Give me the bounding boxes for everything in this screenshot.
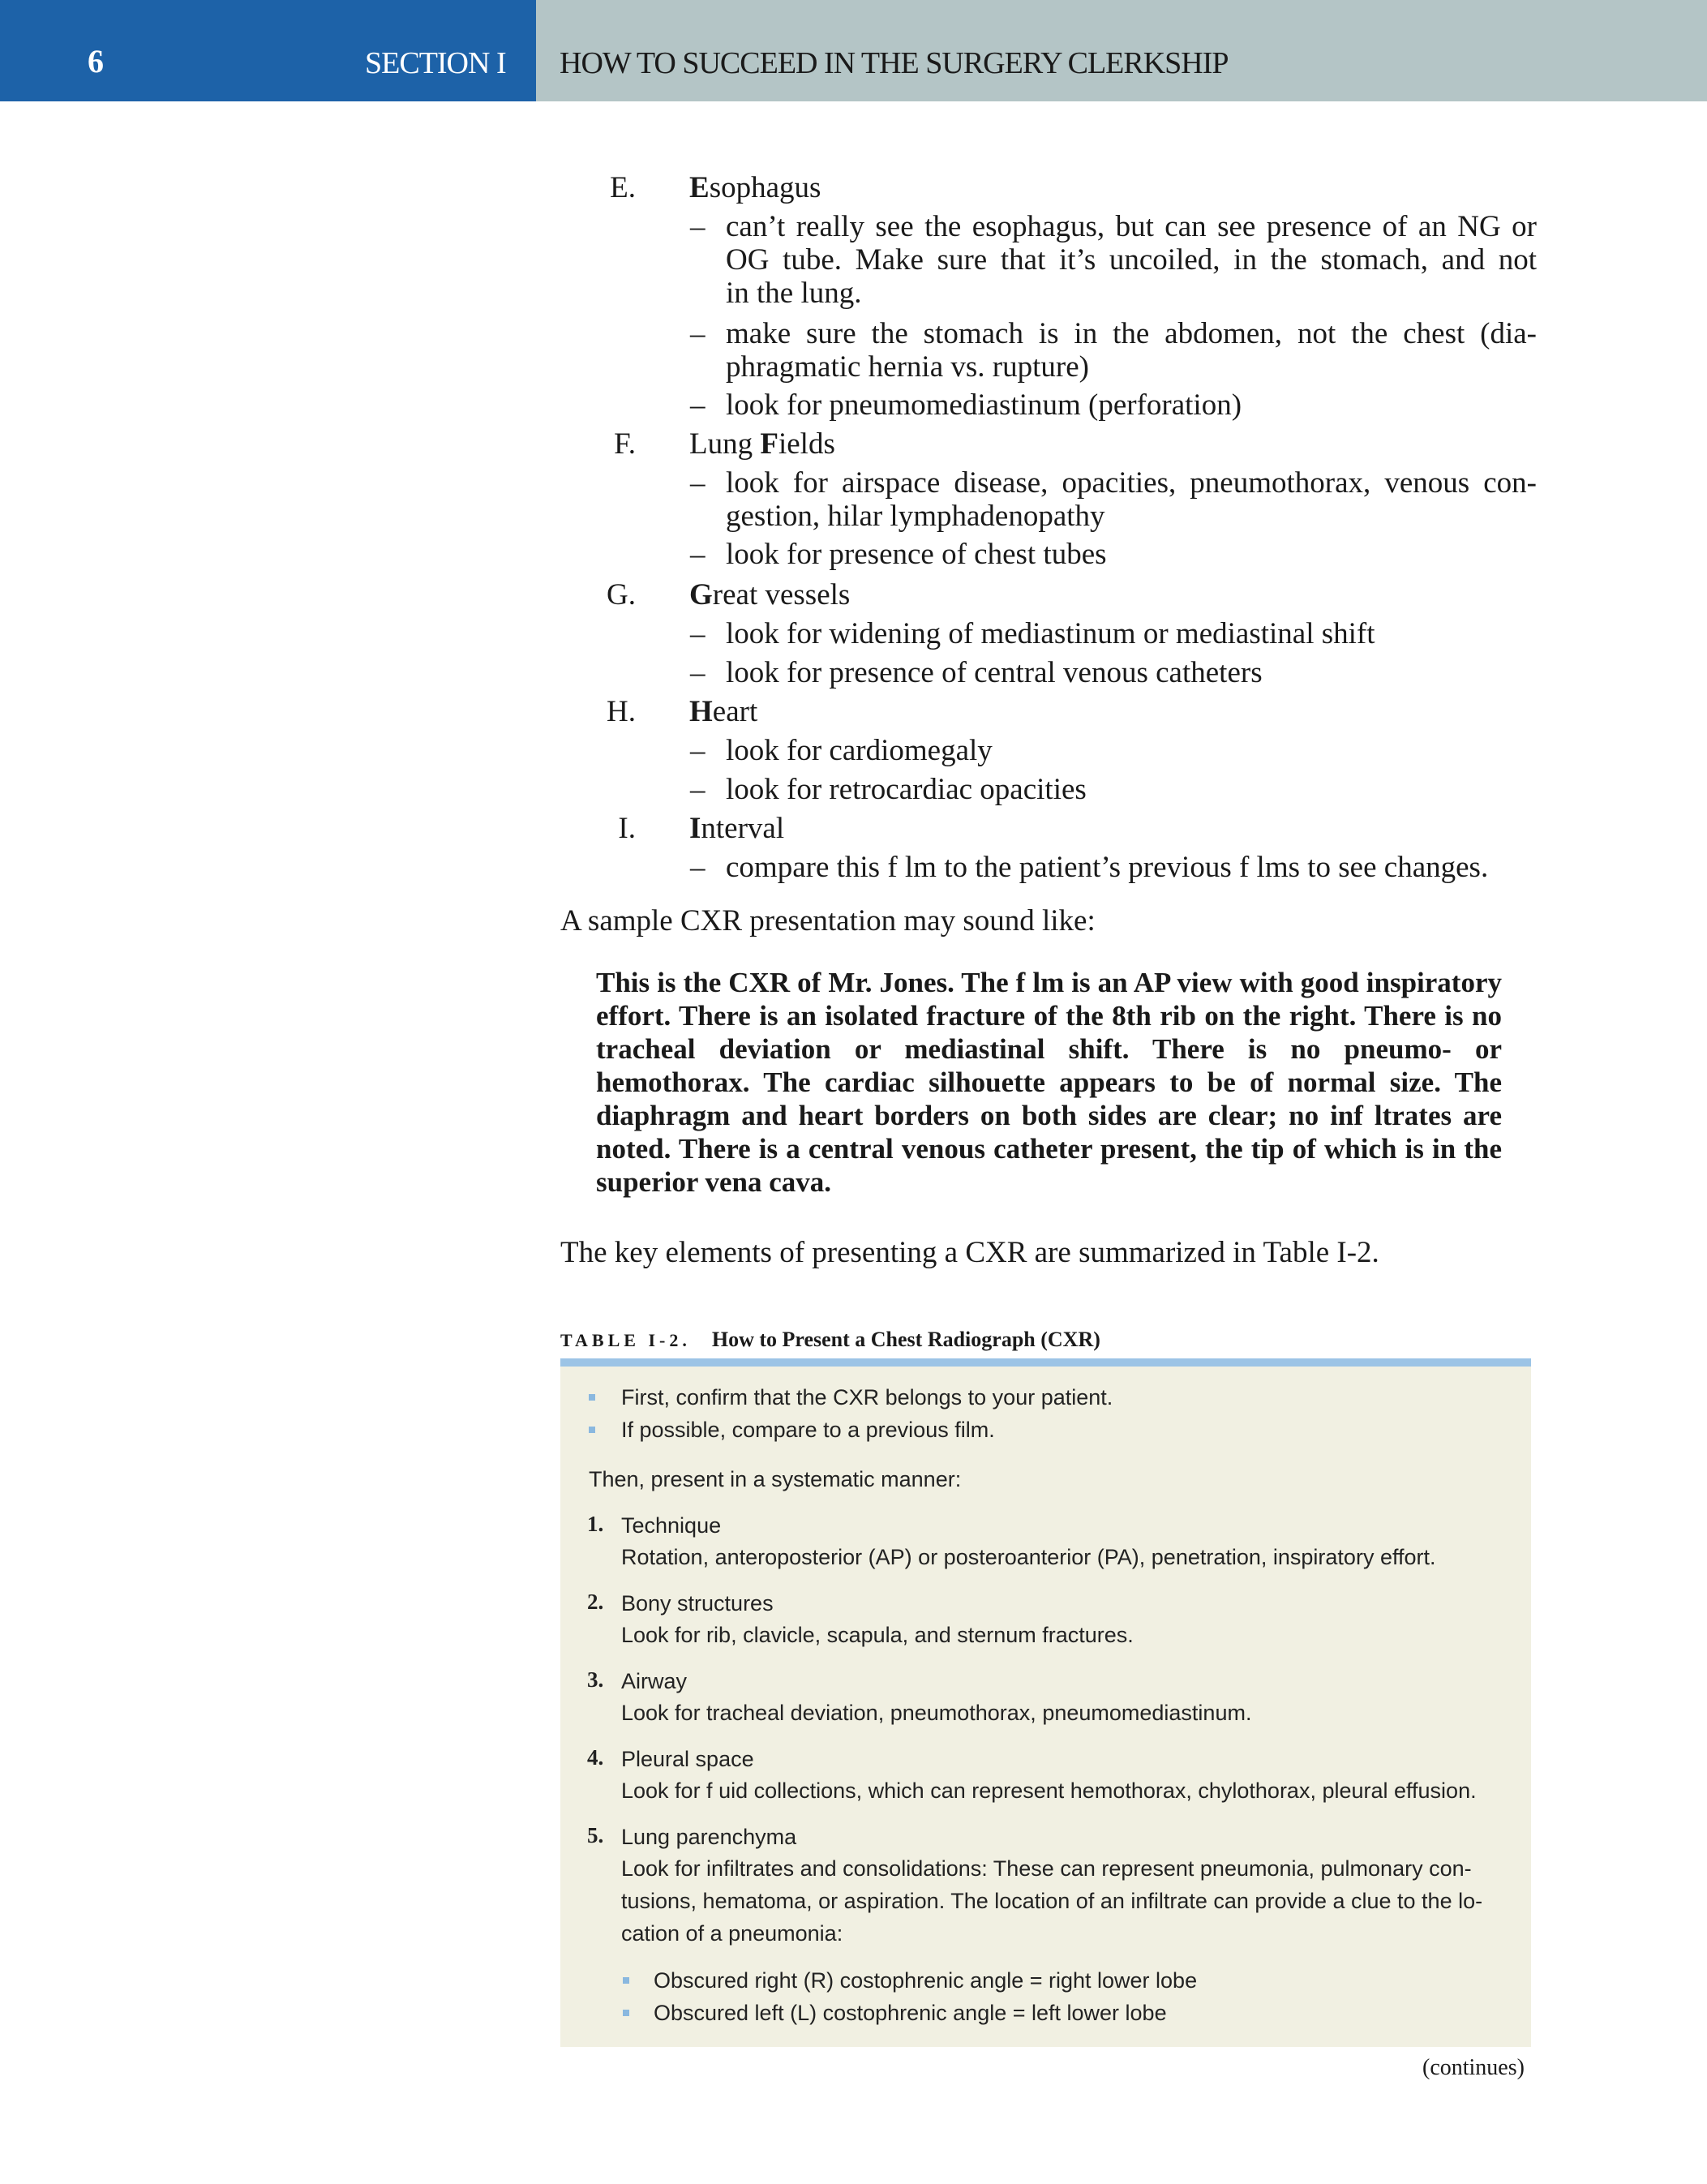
table-reference: The key elements of presenting a CXR are summarized in Table I-2. <box>560 1236 1379 1269</box>
item-heading: Technique <box>621 1513 722 1538</box>
dash-item: – look for cardiomegaly <box>690 734 993 767</box>
page-number: 6 <box>88 43 104 79</box>
bullet-marker <box>589 1427 595 1433</box>
item-heading: Pleural space <box>621 1747 754 1771</box>
item-heading: Lung parenchyma <box>621 1825 797 1849</box>
item-number: 5. <box>587 1823 604 1847</box>
sub-bullet: Obscured right (R) costophrenic angle = right lower lobe <box>654 1968 1198 1993</box>
dash-item: – can’t really see the esophagus, but can see presence of an NG or OG tube. Make sure that it’s uncoiled, in the stomach, and not in the lung. <box>690 210 1537 310</box>
item-number: 2. <box>587 1590 604 1614</box>
table-bullet: First, confirm that the CXR belongs to your patient. <box>621 1385 1113 1410</box>
sub-bullet: Obscured left (L) costophrenic angle = left lower lobe <box>654 2001 1167 2025</box>
dash-item: – look for widening of mediastinum or mediastinal shift <box>690 617 1375 650</box>
item-number: 1. <box>587 1512 604 1536</box>
item-text: Look for rib, clavicle, scapula, and sternum fractures. <box>621 1623 1134 1647</box>
dash-item: – look for presence of central venous catheters <box>690 656 1263 689</box>
dash-item: – look for airspace disease, opacities, pneumothorax, venous con- gestion, hilar lymphadenopathy <box>690 466 1537 533</box>
dash-item: – look for retrocardiac opacities <box>690 773 1087 806</box>
table-bullet: If possible, compare to a previous film. <box>621 1418 995 1442</box>
item-text: Look for tracheal deviation, pneumothorax, pneumomediastinum. <box>621 1701 1252 1725</box>
item-number: 3. <box>587 1667 604 1692</box>
table-lead: Then, present in a systematic manner: <box>589 1467 962 1491</box>
table-label: TABLE I-2. <box>560 1330 691 1350</box>
bullet-marker <box>623 1977 629 1984</box>
dash-item: – compare this f lm to the patient’s previous f lms to see changes. <box>690 851 1489 884</box>
running-title: HOW TO SUCCEED IN THE SURGERY CLERKSHIP <box>560 46 1229 80</box>
section-label: SECTION I <box>365 46 506 80</box>
item-text: Rotation, anteroposterior (AP) or posteroanterior (PA), penetration, inspiratory effort. <box>621 1545 1436 1569</box>
item-text: Look for infiltrates and consolidations: These can represent pneumonia, pulmonary con- <box>621 1856 1472 1881</box>
sample-intro: A sample CXR presentation may sound like: <box>560 904 1096 938</box>
bullet-marker <box>623 2010 629 2016</box>
bullet-marker <box>589 1394 595 1401</box>
table-caption <box>560 1328 1100 1352</box>
dash-item: – make sure the stomach is in the abdomen, not the chest (dia- phragmatic hernia vs. rupture) <box>690 317 1537 384</box>
item-number: 4. <box>587 1745 604 1770</box>
table-title: How to Present a Chest Radiograph (CXR) <box>711 1328 1100 1351</box>
item-text: tusions, hematoma, or aspiration. The location of an infiltrate can provide a clue to the lo- <box>621 1889 1483 1913</box>
continues-note: (continues) <box>1422 2055 1525 2080</box>
running-header <box>0 0 1707 101</box>
dash-item: – look for presence of chest tubes <box>690 538 1107 571</box>
item-heading: Bony structures <box>621 1591 774 1615</box>
sample-presentation: This is the CXR of Mr. Jones. The f lm is an AP view with good inspiratory effort. There is an isolated fracture of the 8th rib on the right. There is no tracheal deviation or mediastinal shift. There is no pneumo- or hemothorax. The cardiac silhouette appears to be of normal size. The diaphragm and heart borders on both sides are clear; no inf ltrates are noted. There is a central venous catheter present, the tip of which is in the superior vena cava. <box>596 967 1502 1198</box>
dash-item: – look for pneumomediastinum (perforation) <box>690 388 1242 422</box>
item-text: Look for f uid collections, which can represent hemothorax, chylothorax, pleural effusion. <box>621 1779 1477 1803</box>
item-text: cation of a pneumonia: <box>621 1921 843 1946</box>
item-heading: Airway <box>621 1669 688 1693</box>
table-top-rule <box>560 1358 1531 1367</box>
